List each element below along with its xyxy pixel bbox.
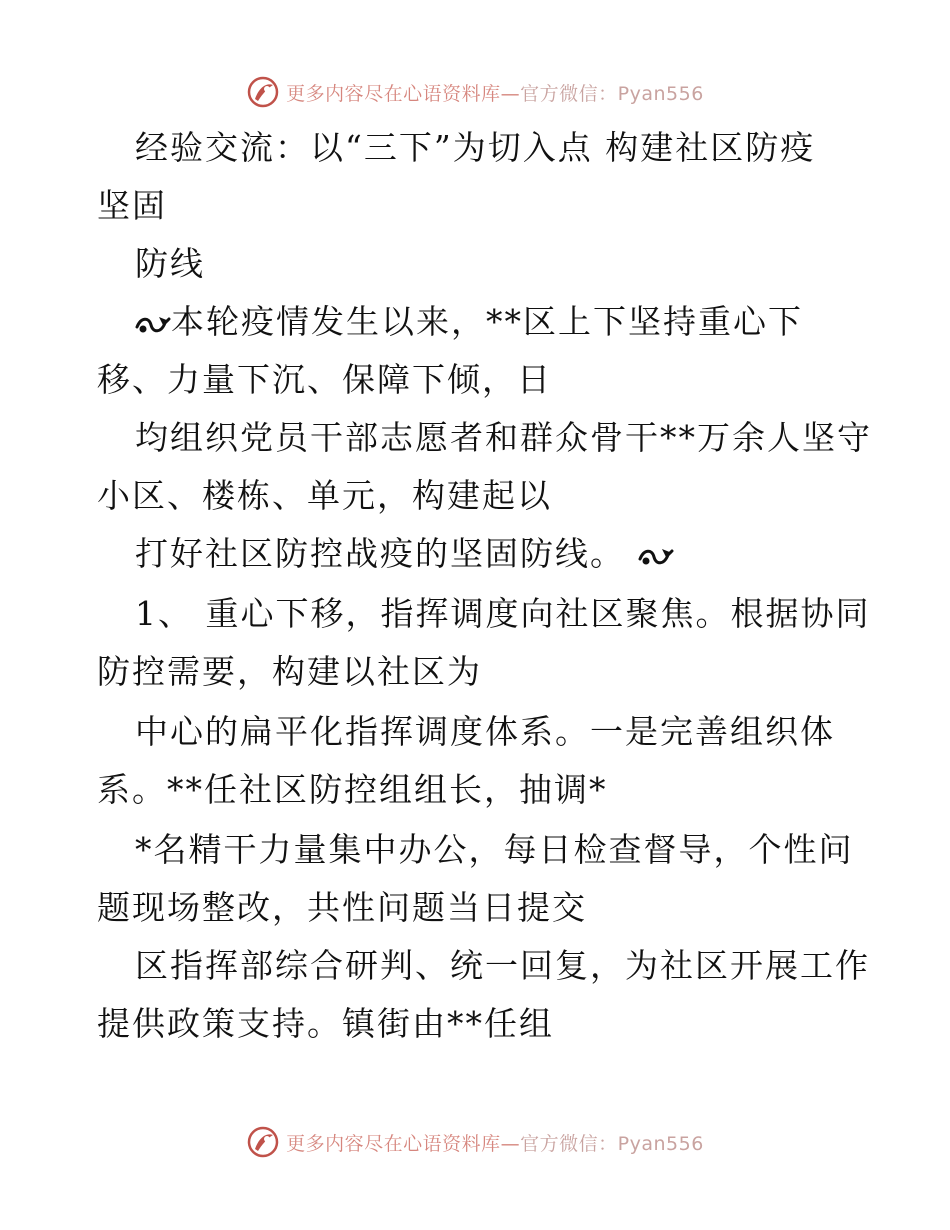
paragraph-line: 区指挥部综合研判、统一回复，为社区开展工作 (135, 946, 870, 985)
title-line-2: 坚固 (97, 186, 167, 225)
paragraph-line: 1、 重心下移，指挥调度向社区聚焦。根据协同 (135, 594, 871, 633)
paragraph-line: 移、力量下沉、保障下倾，日 (97, 360, 552, 399)
header-banner-text: 更多内容尽在心语资料库—官方微信：Pyan556 (286, 82, 704, 105)
paragraph-line: 中心的扁平化指挥调度体系。一是完善组织体 (135, 712, 835, 751)
paragraph-line: 系。**任社区防控组组长，抽调* (97, 770, 608, 809)
paragraph-line: 题现场整改，共性问题当日提交 (97, 888, 587, 927)
footer-banner (0, 1122, 950, 1162)
paragraph-line: 防控需要，构建以社区为 (97, 652, 482, 691)
footer-banner-text: 更多内容尽在心语资料库—官方微信：Pyan556 (286, 1132, 704, 1155)
ornament-icon (135, 304, 171, 344)
paragraph-line: 提供政策支持。镇街由**任组 (97, 1004, 554, 1043)
title-line-1: 经验交流：以“三下”为切入点 构建社区防疫 (135, 128, 816, 167)
title-line-3: 防线 (135, 244, 205, 283)
ornament-icon (638, 536, 674, 576)
paragraph-line: 小区、楼栋、单元，构建起以 (97, 476, 552, 515)
paragraph-line: 本轮疫情发生以来，**区上下坚持重心下 (135, 302, 803, 344)
paragraph-line: 均组织党员干部志愿者和群众骨干**万余人坚守 (135, 418, 872, 457)
logo-icon (246, 1125, 280, 1159)
paragraph-line: 打好社区防控战疫的坚固防线。 (135, 534, 674, 576)
paragraph-line: *名精干力量集中办公，每日检查督导，个性问 (135, 830, 854, 869)
